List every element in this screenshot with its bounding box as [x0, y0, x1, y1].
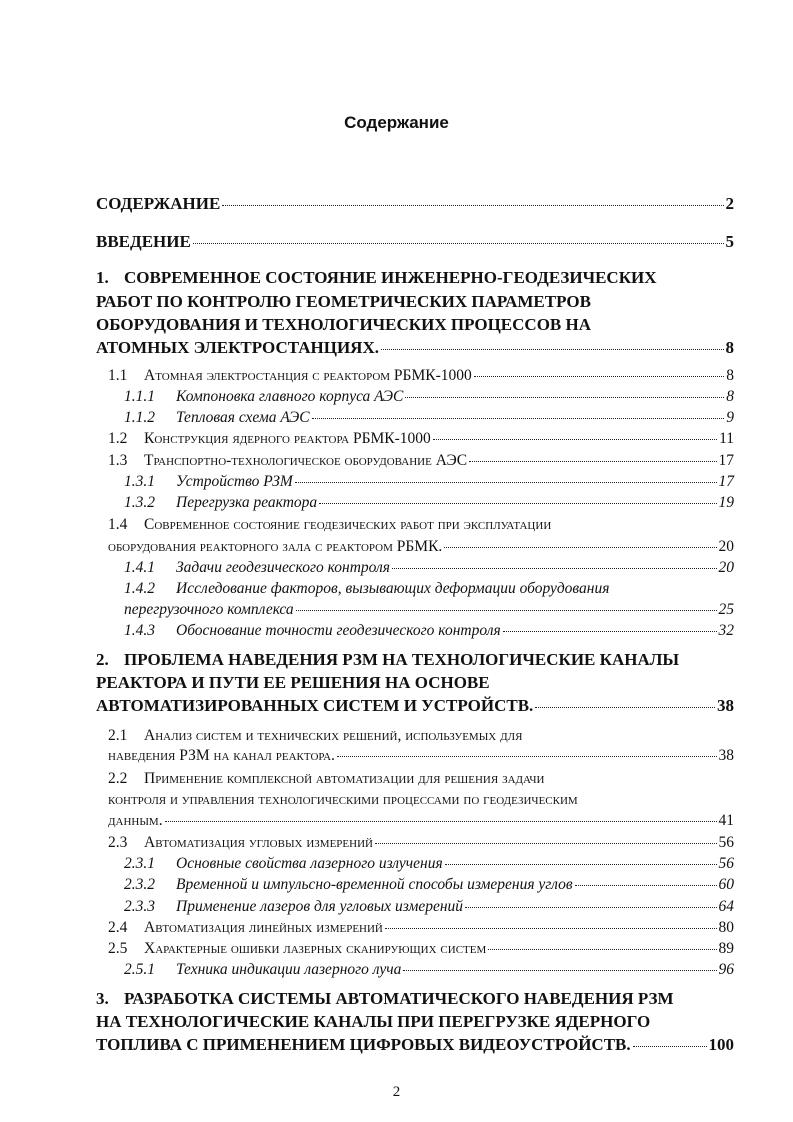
toc-section-2-4[interactable]: 2.4 Автоматизация линейных измерений 80: [108, 919, 734, 936]
toc-entry-contents[interactable]: [96, 194, 734, 214]
toc-subsection-1-4-3[interactable]: 1.4.3 Обоснование точности геодезического контроля 32: [124, 622, 734, 639]
toc-section-2-5[interactable]: 2.5 Характерные ошибки лазерных сканирующих систем 89: [108, 940, 734, 957]
toc-chapter-last-line: АТОМНЫХ ЭЛЕКТРОСТАНЦИЯХ. 8: [96, 338, 734, 357]
toc-entry-introduction[interactable]: [96, 232, 734, 252]
toc-subsection-2-3-1[interactable]: 2.3.1 Основные свойства лазерного излучения 56: [124, 855, 734, 872]
toc-entry-page: 2: [725, 194, 734, 213]
toc-entry-text: ВВЕДЕНИЕ: [96, 232, 191, 251]
toc-subsection-1-4-1[interactable]: 1.4.1 Задачи геодезического контроля 20: [124, 559, 734, 576]
toc-chapter-line: ОБОРУДОВАНИЯ И ТЕХНОЛОГИЧЕСКИХ ПРОЦЕССОВ НА: [96, 315, 592, 334]
toc-subsection-2-5-1[interactable]: 2.5.1 Техника индикации лазерного луча 96: [124, 961, 734, 978]
toc-subsection-1-1-1[interactable]: 1.1.1 Компоновка главного корпуса АЭС 8: [124, 388, 734, 405]
toc-subsection-1-3-2[interactable]: 1.3.2 Перегрузка реактора 19: [124, 494, 734, 511]
toc-section-1-1[interactable]: 1.1 Атомная электростанция с реактором РБМК-1000 8: [108, 367, 734, 384]
toc-subsection-2-3-2[interactable]: 2.3.2 Временной и импульсно-временной способы измерения углов 60: [124, 876, 734, 893]
toc-chapter-line: 1. СОВРЕМЕННОЕ СОСТОЯНИЕ ИНЖЕНЕРНО-ГЕОДЕЗИЧЕСКИХ: [96, 268, 657, 287]
toc-subsection-1-1-2[interactable]: 1.1.2 Тепловая схема АЭС 9: [124, 409, 734, 426]
toc-subsection-2-3-3[interactable]: 2.3.3 Применение лазеров для угловых измерений 64: [124, 898, 734, 915]
page-title: Содержание: [344, 113, 449, 132]
toc-entry-page: 8: [725, 338, 734, 357]
page-number: 2: [392, 1084, 401, 1100]
toc-section-1-3[interactable]: 1.3 Транспортно-технологическое оборудование АЭС 17: [108, 452, 734, 469]
toc-subsection-1-3-1[interactable]: 1.3.1 Устройство РЗМ 17: [124, 473, 734, 490]
toc-section-1-2[interactable]: 1.2 Конструкция ядерного реактора РБМК-1000 11: [108, 430, 734, 447]
toc-entry-text: СОДЕРЖАНИЕ: [96, 194, 221, 213]
toc-section-2-3[interactable]: 2.3 Автоматизация угловых измерений 56: [108, 834, 734, 851]
toc-chapter-line: РАБОТ ПО КОНТРОЛЮ ГЕОМЕТРИЧЕСКИХ ПАРАМЕТРОВ: [96, 292, 591, 311]
toc-entry-page: 5: [725, 232, 734, 251]
